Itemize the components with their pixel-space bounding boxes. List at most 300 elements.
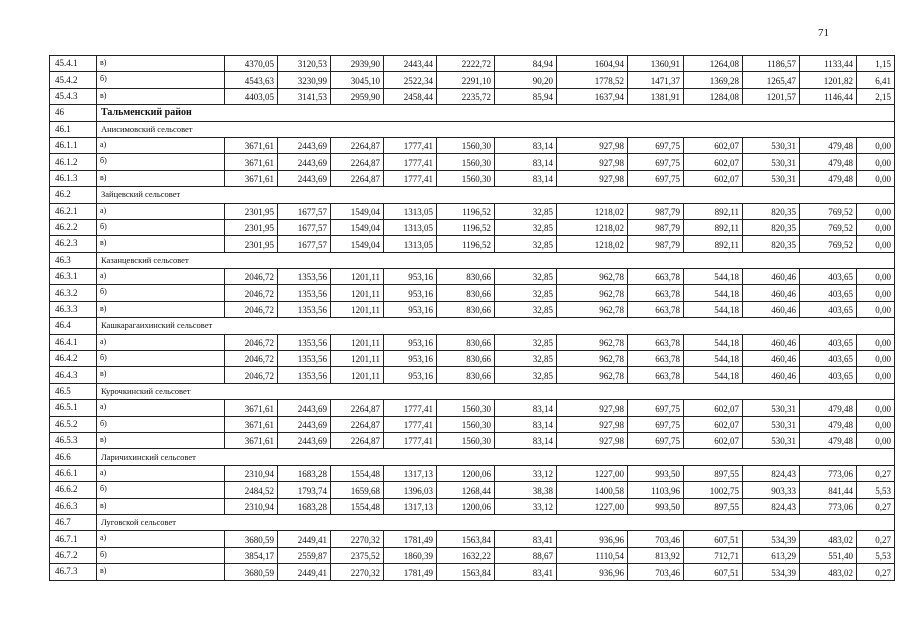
value-cell: 1284,08	[684, 88, 743, 104]
value-cell: 83,14	[495, 400, 557, 416]
row-subitem: в)	[97, 367, 225, 383]
value-cell: 936,96	[557, 564, 628, 580]
table-row	[50, 482, 895, 498]
value-cell: 479,48	[800, 416, 857, 432]
table-row	[50, 219, 895, 235]
value-cell: 32,85	[495, 301, 557, 317]
value-cell: 962,78	[557, 285, 628, 301]
value-cell: 962,78	[557, 367, 628, 383]
value-cell: 1677,57	[278, 236, 331, 252]
value-cell: 530,31	[743, 170, 800, 186]
value-cell: 1360,91	[628, 56, 684, 72]
value-cell: 32,85	[495, 219, 557, 235]
value-cell: 962,78	[557, 269, 628, 285]
value-cell: 483,02	[800, 531, 857, 547]
table-row	[50, 432, 895, 448]
value-cell: 0,00	[857, 236, 895, 252]
value-cell: 2443,69	[278, 400, 331, 416]
value-cell: 697,75	[628, 154, 684, 170]
row-code: 46.4.2	[50, 351, 97, 367]
value-cell: 953,16	[384, 367, 437, 383]
table-row	[50, 269, 895, 285]
table-row	[50, 367, 895, 383]
row-subitem: в)	[97, 564, 225, 580]
council-header-row	[50, 252, 895, 268]
value-cell: 607,51	[684, 564, 743, 580]
value-cell: 83,14	[495, 432, 557, 448]
row-code: 46.7.3	[50, 564, 97, 580]
value-cell: 2264,87	[331, 416, 384, 432]
value-cell: 1353,56	[278, 367, 331, 383]
value-cell: 1313,05	[384, 219, 437, 235]
value-cell: 663,78	[628, 351, 684, 367]
row-code: 46.3.3	[50, 301, 97, 317]
table-row	[50, 351, 895, 367]
row-subitem: а)	[97, 465, 225, 481]
value-cell: 403,65	[800, 351, 857, 367]
value-cell: 0,00	[857, 301, 895, 317]
value-cell: 3854,17	[225, 547, 278, 563]
value-cell: 892,11	[684, 219, 743, 235]
value-cell: 32,85	[495, 269, 557, 285]
value-cell: 483,02	[800, 564, 857, 580]
value-cell: 1201,11	[331, 351, 384, 367]
value-cell: 479,48	[800, 432, 857, 448]
value-cell: 1002,75	[684, 482, 743, 498]
value-cell: 830,66	[437, 367, 495, 383]
value-cell: 32,85	[495, 203, 557, 219]
value-cell: 0,00	[857, 154, 895, 170]
row-subitem: в)	[97, 88, 225, 104]
value-cell: 892,11	[684, 236, 743, 252]
table-row	[50, 498, 895, 514]
value-cell: 3230,99	[278, 72, 331, 88]
value-cell: 3680,59	[225, 564, 278, 580]
value-cell: 820,35	[743, 236, 800, 252]
value-cell: 33,12	[495, 498, 557, 514]
value-cell: 987,79	[628, 203, 684, 219]
row-code: 46.2	[50, 187, 97, 203]
row-code: 46.6.3	[50, 498, 97, 514]
value-cell: 32,85	[495, 351, 557, 367]
table-row	[50, 334, 895, 350]
value-cell: 4543,63	[225, 72, 278, 88]
value-cell: 2235,72	[437, 88, 495, 104]
value-cell: 544,18	[684, 351, 743, 367]
table-row	[50, 72, 895, 88]
value-cell: 6,41	[857, 72, 895, 88]
value-cell: 2046,72	[225, 367, 278, 383]
value-cell: 544,18	[684, 285, 743, 301]
value-cell: 1227,00	[557, 498, 628, 514]
row-subitem: а)	[97, 269, 225, 285]
value-cell: 830,66	[437, 301, 495, 317]
value-cell: 479,48	[800, 154, 857, 170]
row-subitem: б)	[97, 351, 225, 367]
council-title: Зайцевский сельсовет	[97, 187, 895, 203]
value-cell: 3671,61	[225, 400, 278, 416]
value-cell: 1227,00	[557, 465, 628, 481]
value-cell: 2443,69	[278, 137, 331, 153]
value-cell: 90,20	[495, 72, 557, 88]
row-code: 46.6	[50, 449, 97, 465]
value-cell: 2222,72	[437, 56, 495, 72]
value-cell: 2375,52	[331, 547, 384, 563]
value-cell: 2458,44	[384, 88, 437, 104]
value-cell: 1317,13	[384, 465, 437, 481]
value-cell: 3141,53	[278, 88, 331, 104]
value-cell: 841,44	[800, 482, 857, 498]
council-header-row	[50, 514, 895, 530]
value-cell: 830,66	[437, 269, 495, 285]
value-cell: 0,00	[857, 137, 895, 153]
value-cell: 33,12	[495, 465, 557, 481]
value-cell: 1560,30	[437, 432, 495, 448]
value-cell: 663,78	[628, 269, 684, 285]
row-code: 46.7.2	[50, 547, 97, 563]
value-cell: 479,48	[800, 137, 857, 153]
value-cell: 403,65	[800, 334, 857, 350]
value-cell: 830,66	[437, 351, 495, 367]
value-cell: 1778,52	[557, 72, 628, 88]
value-cell: 824,43	[743, 465, 800, 481]
value-cell: 1146,44	[800, 88, 857, 104]
value-cell: 2310,94	[225, 465, 278, 481]
value-cell: 813,92	[628, 547, 684, 563]
table-row	[50, 400, 895, 416]
row-subitem: б)	[97, 72, 225, 88]
value-cell: 1196,52	[437, 219, 495, 235]
value-cell: 820,35	[743, 219, 800, 235]
value-cell: 3671,61	[225, 137, 278, 153]
row-code: 46.2.1	[50, 203, 97, 219]
row-subitem: в)	[97, 432, 225, 448]
value-cell: 3671,61	[225, 170, 278, 186]
value-cell: 1471,37	[628, 72, 684, 88]
row-subitem: в)	[97, 498, 225, 514]
value-cell: 613,29	[743, 547, 800, 563]
row-code: 46.6.2	[50, 482, 97, 498]
value-cell: 0,00	[857, 170, 895, 186]
value-cell: 1549,04	[331, 219, 384, 235]
row-code: 46.1.1	[50, 137, 97, 153]
value-cell: 83,14	[495, 170, 557, 186]
value-cell: 0,00	[857, 203, 895, 219]
row-subitem: б)	[97, 416, 225, 432]
row-code: 45.4.3	[50, 88, 97, 104]
value-cell: 927,98	[557, 170, 628, 186]
value-cell: 0,00	[857, 400, 895, 416]
value-cell: 1549,04	[331, 203, 384, 219]
value-cell: 2310,94	[225, 498, 278, 514]
value-cell: 927,98	[557, 416, 628, 432]
value-cell: 607,51	[684, 531, 743, 547]
value-cell: 1777,41	[384, 432, 437, 448]
value-cell: 0,27	[857, 564, 895, 580]
value-cell: 993,50	[628, 465, 684, 481]
value-cell: 830,66	[437, 334, 495, 350]
value-cell: 0,00	[857, 432, 895, 448]
row-subitem: а)	[97, 531, 225, 547]
table-row	[50, 88, 895, 104]
council-header-row	[50, 121, 895, 137]
value-cell: 703,46	[628, 564, 684, 580]
value-cell: 2443,69	[278, 432, 331, 448]
value-cell: 32,85	[495, 236, 557, 252]
row-code: 46.1	[50, 121, 97, 137]
value-cell: 1560,30	[437, 416, 495, 432]
row-code: 46.5.3	[50, 432, 97, 448]
value-cell: 1637,94	[557, 88, 628, 104]
value-cell: 3680,59	[225, 531, 278, 547]
value-cell: 0,27	[857, 465, 895, 481]
council-header-row	[50, 449, 895, 465]
value-cell: 1353,56	[278, 269, 331, 285]
row-code: 46.7.1	[50, 531, 97, 547]
value-cell: 4403,05	[225, 88, 278, 104]
value-cell: 32,85	[495, 367, 557, 383]
value-cell: 2264,87	[331, 137, 384, 153]
value-cell: 530,31	[743, 154, 800, 170]
value-cell: 962,78	[557, 301, 628, 317]
value-cell: 2443,69	[278, 170, 331, 186]
row-code: 46.2.2	[50, 219, 97, 235]
value-cell: 0,00	[857, 416, 895, 432]
value-cell: 2291,10	[437, 72, 495, 88]
value-cell: 403,65	[800, 285, 857, 301]
value-cell: 2270,32	[331, 531, 384, 547]
value-cell: 697,75	[628, 432, 684, 448]
value-cell: 1317,13	[384, 498, 437, 514]
row-subitem: б)	[97, 482, 225, 498]
value-cell: 544,18	[684, 334, 743, 350]
value-cell: 1201,82	[800, 72, 857, 88]
value-cell: 663,78	[628, 367, 684, 383]
value-cell: 1,15	[857, 56, 895, 72]
table-row	[50, 170, 895, 186]
value-cell: 987,79	[628, 219, 684, 235]
value-cell: 1777,41	[384, 416, 437, 432]
council-header-row	[50, 383, 895, 399]
value-cell: 602,07	[684, 416, 743, 432]
value-cell: 602,07	[684, 432, 743, 448]
value-cell: 1201,11	[331, 285, 384, 301]
value-cell: 84,94	[495, 56, 557, 72]
value-cell: 88,67	[495, 547, 557, 563]
value-cell: 530,31	[743, 400, 800, 416]
row-code: 46.4	[50, 318, 97, 334]
value-cell: 1381,91	[628, 88, 684, 104]
value-cell: 530,31	[743, 137, 800, 153]
value-cell: 830,66	[437, 285, 495, 301]
value-cell: 1860,39	[384, 547, 437, 563]
council-title: Казанцевский сельсовет	[97, 252, 895, 268]
row-subitem: б)	[97, 285, 225, 301]
value-cell: 602,07	[684, 154, 743, 170]
council-title: Анисимовский сельсовет	[97, 121, 895, 137]
value-cell: 2449,41	[278, 564, 331, 580]
value-cell: 1659,68	[331, 482, 384, 498]
value-cell: 1777,41	[384, 170, 437, 186]
value-cell: 2264,87	[331, 432, 384, 448]
value-cell: 0,00	[857, 334, 895, 350]
value-cell: 1186,57	[743, 56, 800, 72]
value-cell: 2443,69	[278, 154, 331, 170]
value-cell: 1683,28	[278, 465, 331, 481]
row-subitem: в)	[97, 236, 225, 252]
value-cell: 0,00	[857, 367, 895, 383]
value-cell: 602,07	[684, 137, 743, 153]
value-cell: 1200,06	[437, 465, 495, 481]
value-cell: 1683,28	[278, 498, 331, 514]
value-cell: 1560,30	[437, 137, 495, 153]
value-cell: 5,53	[857, 547, 895, 563]
value-cell: 83,14	[495, 416, 557, 432]
value-cell: 820,35	[743, 203, 800, 219]
value-cell: 544,18	[684, 301, 743, 317]
value-cell: 1110,54	[557, 547, 628, 563]
value-cell: 1554,48	[331, 465, 384, 481]
value-cell: 962,78	[557, 351, 628, 367]
value-cell: 5,53	[857, 482, 895, 498]
value-cell: 1369,28	[684, 72, 743, 88]
row-subitem: б)	[97, 154, 225, 170]
value-cell: 0,00	[857, 285, 895, 301]
value-cell: 663,78	[628, 301, 684, 317]
row-code: 46.2.3	[50, 236, 97, 252]
value-cell: 1677,57	[278, 203, 331, 219]
council-header-row	[50, 318, 895, 334]
value-cell: 927,98	[557, 400, 628, 416]
value-cell: 2264,87	[331, 154, 384, 170]
value-cell: 2270,32	[331, 564, 384, 580]
council-header-row	[50, 187, 895, 203]
value-cell: 697,75	[628, 416, 684, 432]
table-row	[50, 531, 895, 547]
value-cell: 32,85	[495, 334, 557, 350]
page-number: 71	[818, 27, 829, 39]
value-cell: 1268,44	[437, 482, 495, 498]
value-cell: 1677,57	[278, 219, 331, 235]
value-cell: 1201,11	[331, 367, 384, 383]
value-cell: 2484,52	[225, 482, 278, 498]
value-cell: 1200,06	[437, 498, 495, 514]
value-cell: 953,16	[384, 334, 437, 350]
value-cell: 1201,11	[331, 301, 384, 317]
value-cell: 1793,74	[278, 482, 331, 498]
value-cell: 987,79	[628, 236, 684, 252]
value-cell: 0,00	[857, 219, 895, 235]
value-cell: 703,46	[628, 531, 684, 547]
value-cell: 530,31	[743, 416, 800, 432]
value-cell: 2449,41	[278, 531, 331, 547]
value-cell: 460,46	[743, 269, 800, 285]
value-cell: 3671,61	[225, 432, 278, 448]
value-cell: 602,07	[684, 170, 743, 186]
value-cell: 2443,44	[384, 56, 437, 72]
value-cell: 1218,02	[557, 203, 628, 219]
value-cell: 962,78	[557, 334, 628, 350]
value-cell: 460,46	[743, 285, 800, 301]
value-cell: 993,50	[628, 498, 684, 514]
row-subitem: а)	[97, 203, 225, 219]
district-header-row	[50, 105, 895, 121]
row-subitem: а)	[97, 137, 225, 153]
row-code: 46.1.3	[50, 170, 97, 186]
table-row	[50, 564, 895, 580]
value-cell: 460,46	[743, 351, 800, 367]
value-cell: 544,18	[684, 367, 743, 383]
value-cell: 2046,72	[225, 285, 278, 301]
value-cell: 1196,52	[437, 203, 495, 219]
value-cell: 1604,94	[557, 56, 628, 72]
value-cell: 2301,95	[225, 203, 278, 219]
value-cell: 1353,56	[278, 301, 331, 317]
value-cell: 953,16	[384, 269, 437, 285]
row-subitem: б)	[97, 219, 225, 235]
row-code: 46.5	[50, 383, 97, 399]
value-cell: 2264,87	[331, 400, 384, 416]
value-cell: 4370,05	[225, 56, 278, 72]
council-title: Курочкинский сельсовет	[97, 383, 895, 399]
value-cell: 1777,41	[384, 400, 437, 416]
value-cell: 903,33	[743, 482, 800, 498]
value-cell: 534,39	[743, 531, 800, 547]
value-cell: 32,85	[495, 285, 557, 301]
value-cell: 953,16	[384, 301, 437, 317]
row-code: 46.3.2	[50, 285, 97, 301]
value-cell: 769,52	[800, 219, 857, 235]
value-cell: 1353,56	[278, 334, 331, 350]
value-cell: 897,55	[684, 465, 743, 481]
row-code: 45.4.1	[50, 56, 97, 72]
value-cell: 697,75	[628, 170, 684, 186]
table-row	[50, 203, 895, 219]
value-cell: 769,52	[800, 236, 857, 252]
value-cell: 2264,87	[331, 170, 384, 186]
row-code: 46.5.1	[50, 400, 97, 416]
table-row	[50, 236, 895, 252]
row-subitem: в)	[97, 301, 225, 317]
table-row	[50, 137, 895, 153]
value-cell: 1133,44	[800, 56, 857, 72]
value-cell: 1781,49	[384, 531, 437, 547]
value-cell: 897,55	[684, 498, 743, 514]
row-code: 46.1.2	[50, 154, 97, 170]
row-subitem: в)	[97, 170, 225, 186]
value-cell: 2959,90	[331, 88, 384, 104]
table-row	[50, 301, 895, 317]
row-subitem: а)	[97, 334, 225, 350]
value-cell: 1353,56	[278, 285, 331, 301]
value-cell: 602,07	[684, 400, 743, 416]
value-cell: 1777,41	[384, 154, 437, 170]
row-subitem: б)	[97, 547, 225, 563]
row-code: 46.4.1	[50, 334, 97, 350]
value-cell: 0,27	[857, 498, 895, 514]
value-cell: 2301,95	[225, 219, 278, 235]
district-title: Тальменский район	[97, 105, 895, 121]
row-code: 46.7	[50, 514, 97, 530]
value-cell: 663,78	[628, 285, 684, 301]
value-cell: 3045,10	[331, 72, 384, 88]
value-cell: 530,31	[743, 432, 800, 448]
value-cell: 2559,87	[278, 547, 331, 563]
row-code: 46.6.1	[50, 465, 97, 481]
value-cell: 479,48	[800, 170, 857, 186]
value-cell: 1632,22	[437, 547, 495, 563]
value-cell: 953,16	[384, 285, 437, 301]
